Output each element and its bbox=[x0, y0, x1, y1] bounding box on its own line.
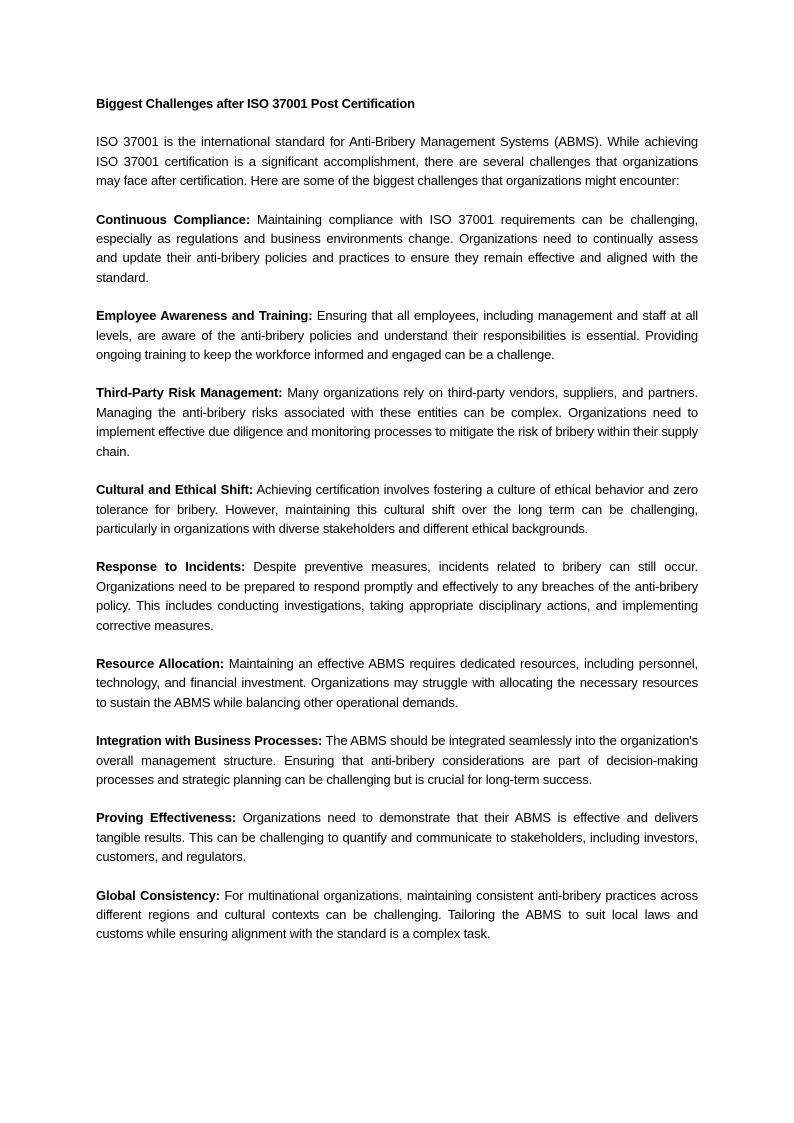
section-text: Achieving certification involves fostering a culture of ethical behavior and zero tolerance for bribery. However, maintaining this cultural shift over the long term can be challenging, particularly in organizations with diverse stakeholders and different ethical backgrounds. bbox=[96, 482, 698, 536]
section-term: Cultural and Ethical Shift: bbox=[96, 482, 253, 498]
intro-paragraph: ISO 37001 is the international standard for Anti-Bribery Management Systems (ABMS). While achieving ISO 37001 certification is a significant accomplishment, there are several challenges that organizations may face after certification. Here are some of the biggest challenges that organizations might encounter: bbox=[96, 134, 698, 189]
section-term: Integration with Business Processes: bbox=[96, 733, 323, 749]
document-page bbox=[96, 94, 698, 963]
section-text: The ABMS should be integrated seamlessly into the organization's overall management structure. Ensuring that anti-bribery considerations are part of decision-making processes and strategic planning can be challenging but is crucial for long-term success. bbox=[96, 733, 698, 787]
section-integration bbox=[96, 731, 698, 789]
section-text: Many organizations rely on third-party vendors, suppliers, and partners. Managing the anti-bribery risks associated with these entities can be complex. Organizations need to implement effective due diligence and monitoring processes to mitigate the risk of bribery within their supply chain. bbox=[96, 385, 698, 459]
section-term: Response to Incidents: bbox=[96, 559, 246, 575]
section-employee-awareness bbox=[96, 306, 698, 364]
section-term: Proving Effectiveness: bbox=[96, 810, 236, 826]
section-text: Maintaining an effective ABMS requires dedicated resources, including personnel, technology, and financial investment. Organizations may struggle with allocating the necessary resources to sustain the ABMS while balancing other operational demands. bbox=[96, 655, 698, 710]
section-term: Third-Party Risk Management: bbox=[96, 385, 283, 401]
section-text: For multinational organizations, maintaining consistent anti-bribery practices across different regions and cultural contexts can be challenging. Tailoring the ABMS to suit local laws and customs while ensuring alignment with the standard is a complex task. bbox=[96, 887, 698, 942]
section-response-incidents bbox=[96, 557, 698, 635]
section-proving-effectiveness bbox=[96, 808, 698, 866]
section-text: Despite preventive measures, incidents related to bribery can still occur. Organizations need to be prepared to respond promptly and effectively to any breaches of the anti-bribery policy. This includes conducting investigations, taking appropriate disciplinary actions, and implementing corrective measures. bbox=[96, 559, 698, 633]
section-resource-allocation bbox=[96, 654, 698, 712]
section-text: Organizations need to demonstrate that their ABMS is effective and delivers tangible results. This can be challenging to quantify and communicate to stakeholders, including investors, customers, and regulators. bbox=[96, 810, 699, 865]
section-continuous-compliance bbox=[96, 210, 698, 288]
section-term: Global Consistency: bbox=[96, 887, 220, 903]
section-term: Resource Allocation: bbox=[96, 655, 224, 671]
section-text: Maintaining compliance with ISO 37001 requirements can be challenging, especially as regulations and business environments change. Organizations need to continually assess and update their anti-bribery policies and practices to ensure they remain effective and aligned with the standard. bbox=[96, 211, 699, 285]
section-term: Employee Awareness and Training: bbox=[96, 308, 313, 324]
section-cultural-shift bbox=[96, 480, 698, 538]
section-third-party-risk bbox=[96, 383, 698, 461]
section-text: Ensuring that all employees, including management and staff at all levels, are aware of the anti-bribery policies and understand their responsibilities is essential. Providing ongoing training to keep the workforce informed and engaged can be a challenge. bbox=[96, 308, 698, 363]
section-term: Continuous Compliance: bbox=[96, 211, 251, 227]
section-global-consistency bbox=[96, 886, 698, 944]
document-title: Biggest Challenges after ISO 37001 Post Certification bbox=[96, 96, 415, 111]
